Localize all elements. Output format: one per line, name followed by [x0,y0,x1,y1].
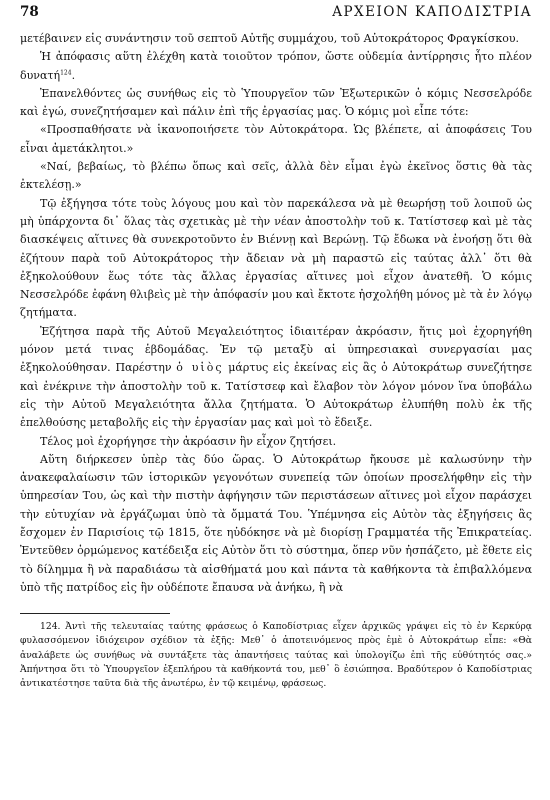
page-number: 78 [20,4,39,20]
paragraph-7-text-b: μάρτυς εἰς ἐκείνας εἰς ἃς ὁ Αὐτοκράτωρ συνεζήτησε καὶ ἐνέκρινε τὴν ἀποστολὴν τοῦ κ. Τατίστσεφ καὶ ἔλαβον τὸν λόγον μόνον ἵνα ὑποβάλω εἰς τὴν Αὐτοῦ Μεγαλειότητα ἄλλα ζητήματα. Ὁ Αὐτοκράτωρ ἐλυπήθη πολὺ ἐκ τῆς ἐπελθούσης μεταβολῆς εἰς τὴν ἐργασίαν μας καὶ μοὶ τὸ ἔδειξε. [20,361,533,430]
footnote-reference: 124 [60,68,72,76]
page-header [20,4,532,30]
footnote-divider [20,613,170,614]
paragraph-5-quote: «Ναί, βεβαίως, τὸ βλέπω ὅπως καὶ σεῖς, ἀλλὰ δὲν εἶμαι ἐγὼ ἐκεῖνος ὅστις θὰ τὰς ἐκτελέσῃ.» [20,160,532,192]
paragraph-7 [20,323,532,433]
paragraph-2 [20,48,532,85]
paragraph-8: Τέλος μοὶ ἐχορήγησε τὴν ἀκρόασιν ἣν εἶχον ζητήσει. [40,434,337,448]
footnote-124: 124. Ἀντὶ τῆς τελευταίας ταύτης φράσεως ὁ Καποδίστριας εἶχεν ἀρχικῶς γράψει εἰς τὸ ἐν Κερκύρᾳ φυλασσόμενον ἰδιόχειρον σχέδιον τὰ ἑξῆς: Μεθ᾽ ὁ ἀποτεινόμενος πρὸς ἐμὲ ὁ Αὐτοκράτωρ εἶπε: «Θὰ ἀναλάβετε ὡς συνήθως νὰ συντάξετε τὰς ἀπαντήσεις ταύτας καὶ ὑπολογίζω ἐπὶ τῆς εὐθύτητός σας.» Ἀπήντησα ὅτι τὸ Ὑπουργεῖον ἐξεπλήρου τὰ καθήκοντά του, μεθ᾽ ὃ ἐσιώπησα. Βραδύτερον ὁ Καποδίστριας ἀντικατέστησε ταῦτα διὰ τῆς ἀνωτέρω, ἐν τῷ κειμένῳ, φράσεως. [20,621,532,690]
paragraph-9: Αὕτη διήρκεσεν ὑπὲρ τὰς δύο ὥρας. Ὁ Αὐτοκράτωρ ἤκουσε μὲ καλωσύνην τὴν ἀνακεφαλαίωσιν τῶν ἱστορικῶν γεγονότων συνεπείᾳ τῶν ὁποίων προσελήφθην εἰς τὴν ὑπηρεσίαν Του, ὡς καὶ τὴν πιστὴν ἀφήγησιν τῶν περιστάσεων αἵτινες μοὶ εἶχον παράσχει τὴν εὐτυχίαν νὰ ἐργάζωμαι ὑπὸ τὰ ὄμματά Του. Ὑπέμνησα εἰς Αὐτὸν τὰς ἐξηγήσεις ἃς ἔσχομεν ἐν Παρισίοις τῷ 1815, ὅτε ηὐδόκησε νὰ μὲ διορίσῃ Γραμματέα τῆς Ἐπικρατείας. Ἐντεῦθεν ὁρμώμενος κατέδειξα εἰς Αὐτὸν ὅτι τὸ σύστημα, ὅπερ νῦν ἠσπάζετο, μὲ ἔθετε εἰς τὸ δίλημμα ἢ νὰ παραδιάσω τὰ αἰσθήματά μου καὶ πάντα τὰ καθήκοντα τὰ ἐπιβαλλόμενα ὑπὸ τῆς πατρίδος εἰς ἣν οὐδέποτε ἔπαυσα νὰ ἀνήκω, ἢ νὰ [20,452,532,594]
main-text [20,30,532,597]
paragraph-4-quote: «Προσπαθήσατε νὰ ἱκανοποιήσετε τὸν Αὐτοκράτορα. Ὡς βλέπετε, αἱ ἀποφάσεις Του εἶναι ἀμετάκλητοι.» [20,123,532,155]
paragraph-3: Ἐπανελθόντες ὡς συνήθως εἰς τὸ Ὑπουργεῖον τῶν Ἐξωτερικῶν ὁ κόμις Νεσσελρόδε καὶ ἐγώ, συνεζητήσαμεν καὶ πάλιν ἐπὶ τῆς ἐργασίας μας. Ὁ κόμις μοὶ εἶπε τότε: [20,86,532,119]
paragraph-2-text: Ἡ ἀπόφασις αὕτη ἐλέχθη κατὰ τοιοῦτον τρόπον, ὥστε οὐδεμία ἀντίρρησις ἦτο πλέον δυνατή [20,50,532,82]
paragraph-2-end: . [71,68,76,82]
spaced-emphasis: ὁ υἱὸς [176,361,224,375]
paragraph-1: μετέβαινεν εἰς συνάντησιν τοῦ σεπτοῦ Αὐτῆς συμμάχου, τοῦ Αὐτοκράτορος Φραγκίσκου. [20,32,520,45]
running-title: ΑΡΧΕΙΟΝ ΚΑΠΟΔΙΣΤΡΙΑ [332,4,532,20]
paragraph-7-text-a: Ἐζήτησα παρὰ τῆς Αὐτοῦ Μεγαλειότητος ἰδιαιτέραν ἀκρόασιν, ἥτις μοὶ ἐχορηγήθη μόνον μετά τινας ἑβδομάδας. Ἐν τῷ μεταξὺ αἱ ὑπηρεσιακαὶ συνεργασίαι μας ἐξηκολούθησαν. Παρέστην [20,324,532,375]
paragraph-6: Τῷ ἐξήγησα τότε τοὺς λόγους μου καὶ τὸν παρεκάλεσα νὰ μὲ θεωρήσῃ τοῦ λοιποῦ ὡς μὴ ὑπάρχοντα δι᾽ ὅλας τὰς σχετικὰς μὲ τὴν νέαν ἀποστολὴν τοῦ κ. Τατίστσεφ καὶ μὲ τὰς διασκέψεις αἵτινες θὰ συνεκροτοῦντο ἐν Βιέννῃ καὶ Βερώνῃ. Τῷ ἔδωκα νὰ ἐνοήσῃ ὅτι θὰ ἐζήτουν παρὰ τοῦ Αὐτοκράτορος τὴν ἄδειαν νὰ μὴ παραστῶ εἰς ταύτας ἀλλ᾽ ὅτι θὰ ἐξηκολούθουν ἕως τότε τὰς ἄλλας ἐργασίας αἵτινες μοὶ εἶχον ἀνατεθῆ. Ὁ κόμις Νεσσελρόδε ἐφάνη θλιβεὶς μὲ τὴν ἀπόφασίν μου καὶ ἔκτοτε ἠσχολήθη μόνος μὲ τὰ ἐν λόγῳ ζητήματα. [20,196,532,320]
footnote [20,620,532,691]
